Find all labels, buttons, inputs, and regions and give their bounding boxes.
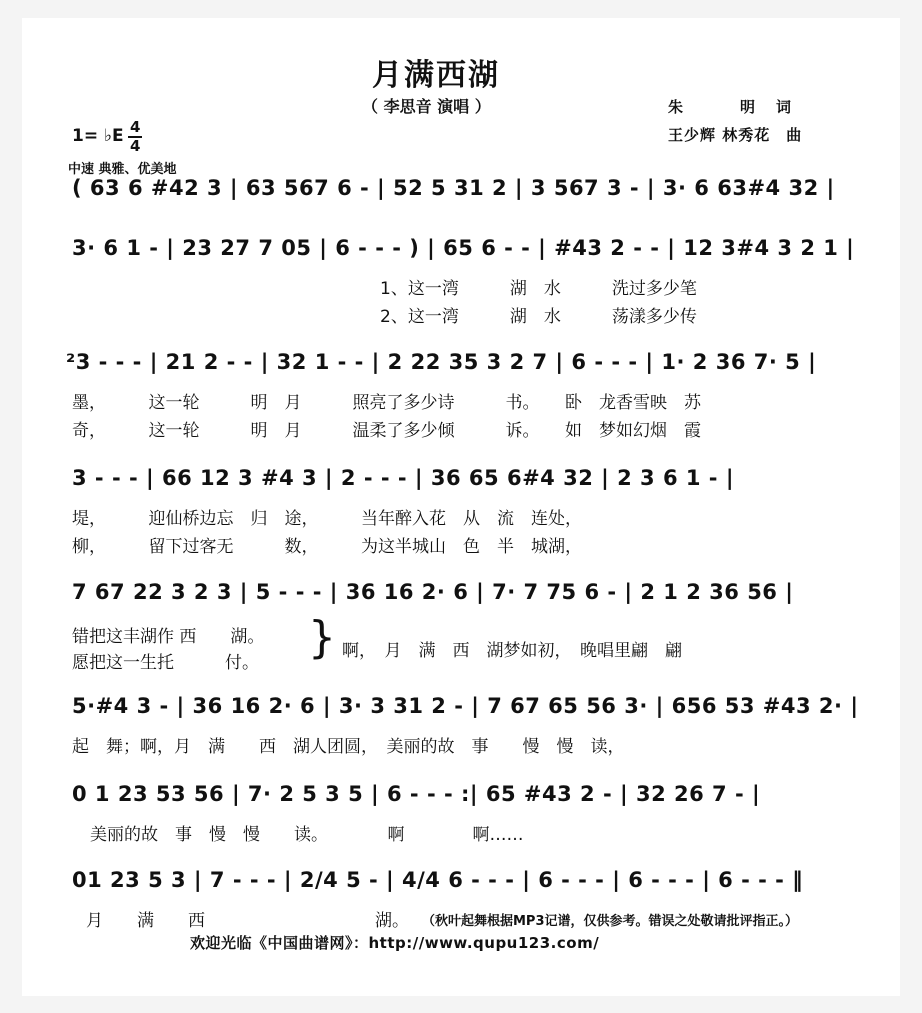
lyric-row-3-verse-2: 奇， 这一轮 明 月 温柔了多少倾 诉。 如 梦如幻烟 霞 bbox=[72, 421, 701, 441]
lyric-row-2-verse-1: 1、这一湾 湖 水 洗过多少笔 bbox=[380, 279, 697, 299]
lyric-row-8: 月 满 西 湖。 bbox=[86, 911, 409, 931]
lyric-row-6: 起 舞；啊，月 满 西 湖人团圆， 美丽的故 事 慢 慢 读， bbox=[72, 737, 625, 757]
lyric-row-5-verse-2: 愿把这一生托 付。 bbox=[72, 653, 259, 673]
time-signature-bottom: 4 bbox=[130, 137, 141, 155]
notation-row-7: 0 1 23 53 56 | 7· 2 5 3 5 | 6 - - - :| 65 #43 2 - | 32 26 7 - | bbox=[72, 782, 761, 806]
lyric-row-2-verse-2: 2、这一湾 湖 水 荡漾多少传 bbox=[380, 307, 697, 327]
website-credit: 欢迎光临《中国曲谱网》：http://www.qupu123.com/ bbox=[190, 934, 600, 952]
time-signature-top: 4 bbox=[130, 118, 141, 136]
transcription-footnote: （秋叶起舞根据MP3记谱，仅供参考。错误之处敬请批评指正。） bbox=[422, 914, 799, 929]
notation-row-5: 7 67 22 3 2 3 | 5 - - - | 36 16 2· 6 | 7· 7 75 6 - | 2 1 2 36 56 | bbox=[72, 580, 794, 604]
lyric-row-5-verse-1: 错把这丰湖作 西 湖。 bbox=[72, 627, 265, 647]
notation-row-3: ²3 - - - | 21 2 - - | 32 1 - - | 2 22 35 3 2 7 | 6 - - - | 1· 2 36 7· 5 | bbox=[66, 350, 817, 374]
song-title: 月满西湖 bbox=[372, 58, 500, 93]
notation-row-2: 3· 6 1 - | 23 27 7 05 | 6 - - - ) | 65 6 - - | #43 2 - - | 12 3#4 3 2 1 | bbox=[72, 236, 855, 260]
lyric-row-7: 美丽的故 事 慢 慢 读。 啊 啊…… bbox=[90, 825, 524, 845]
lyric-row-5-refrain: 啊， 月 满 西 湖梦如初， 晚唱里翩 翩 bbox=[342, 641, 682, 661]
performer: （ 李思音 演唱 ） bbox=[362, 97, 491, 116]
notation-row-4: 3 - - - | 66 12 3 #4 3 | 2 - - - | 36 65 6#4 32 | 2 3 6 1 - | bbox=[72, 466, 734, 490]
lyric-row-4-verse-2: 柳， 留下过客无 数， 为这半城山 色 半 城湖， bbox=[72, 537, 582, 557]
notation-row-1: ( 63 6 #42 3 | 63 567 6 - | 52 5 31 2 | 3 567 3 - | 3· 6 63#4 32 | bbox=[72, 176, 835, 200]
lyric-brace: } bbox=[308, 612, 336, 663]
score-sheet bbox=[22, 18, 900, 996]
key-signature: 1= ♭E bbox=[72, 126, 124, 146]
tempo-marking: 中速 典雅、优美地 bbox=[68, 162, 177, 177]
composer-credit: 王少辉 林秀花 曲 bbox=[668, 126, 803, 144]
notation-row-8: 01 23 5 3 | 7 - - - | 2/4 5 - | 4/4 6 - - - | 6 - - - | 6 - - - | 6 - - - ‖ bbox=[72, 868, 804, 892]
lyric-row-3-verse-1: 墨， 这一轮 明 月 照亮了多少诗 书。 卧 龙香雪映 苏 bbox=[72, 393, 701, 413]
lyricist-credit: 朱 明 词 bbox=[668, 98, 795, 116]
lyric-row-4-verse-1: 堤， 迎仙桥边忘 归 途， 当年醉入花 从 流 连处， bbox=[72, 509, 582, 529]
notation-row-6: 5·#4 3 - | 36 16 2· 6 | 3· 3 31 2 - | 7 67 65 56 3· | 656 53 #43 2· | bbox=[72, 694, 859, 718]
